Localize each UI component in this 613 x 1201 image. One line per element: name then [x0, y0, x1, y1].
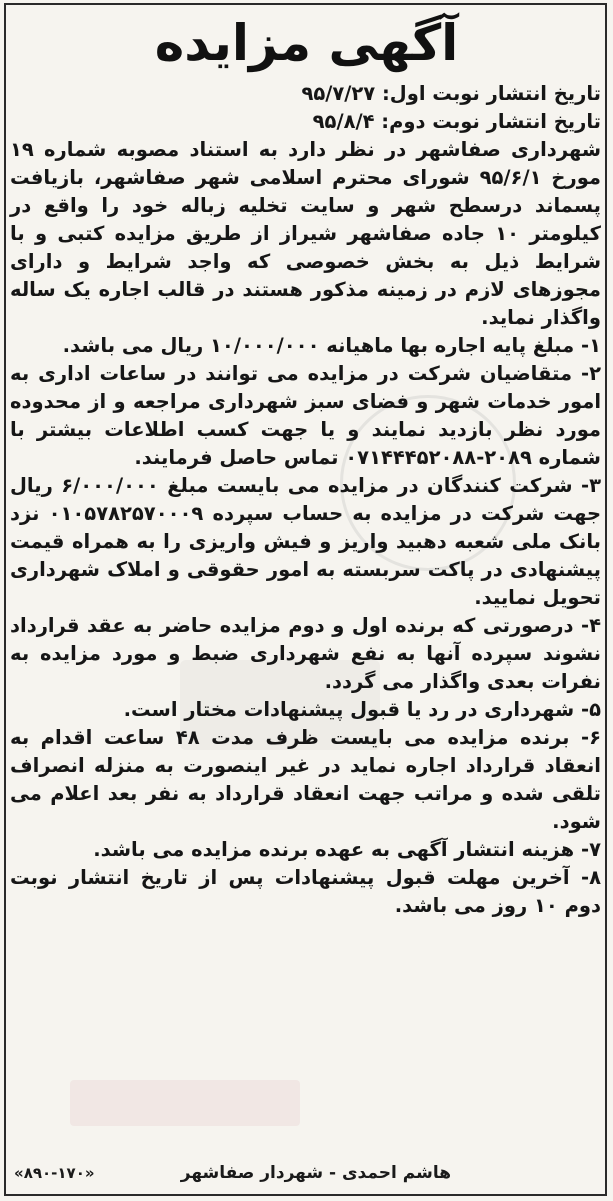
- condition-item: ۴- درصورتی که برنده اول و دوم مزایده حاضر به عقد قرارداد نشوند سپرده آنها به نفع شهرداری ضبط و مورد مزایده به نفرات بعدی واگذار می گردد.: [10, 614, 601, 693]
- condition-item: ۵- شهرداری در رد یا قبول پیشنهادات مختار است.: [123, 698, 601, 721]
- condition-item: ۸- آخرین مهلت قبول پیشنهادات پس از تاریخ انتشار نوبت دوم ۱۰ روز می باشد.: [10, 866, 601, 917]
- reference-code: «۸۹۰-۱۷۰»: [14, 1164, 95, 1182]
- notice-title: آگهی مزایده: [154, 14, 459, 72]
- notice-body: [10, 80, 601, 920]
- publish-dates: [10, 80, 601, 136]
- first-publish-date: تاریخ انتشار نوبت اول: ۹۵/۷/۲۷: [301, 82, 601, 105]
- second-publish-date: تاریخ انتشار نوبت دوم: ۹۵/۸/۴: [312, 110, 601, 133]
- condition-item: ۳- شرکت کنندگان در مزایده می بایست مبلغ ۶/۰۰۰/۰۰۰ ریال جهت شرکت در مزایده به حساب سپرده ۰۱۰۵۷۸۲۵۷۰۰۰۹ نزد بانک ملی شعبه دهبید واریز و فیش واریزی را به همراه قیمت پیشنهادی در پاکت سربسته به امور حقوقی و املاک شهرداری تحویل نمایید.: [10, 474, 601, 609]
- condition-item: ۷- هزینه انتشار آگهی به عهده برنده مزایده می باشد.: [93, 838, 601, 861]
- intro-paragraph: شهرداری صفاشهر در نظر دارد به استناد مصوبه شماره ۱۹ مورخ ۹۵/۶/۱ شورای محترم اسلامی شهر صفاشهر، بازیافت پسماند درسطح شهر و سایت تخلیه زباله خود را واقع در کیلومتر ۱۰ جاده صفاشهر شیراز از طریق مزایده کتبی و با شرایط ذیل به بخش خصوصی که واجد شرایط و دارای مجوزهای لازم در زمینه مذکور هستند در قالب اجاره یک ساله واگذار نماید.: [10, 138, 601, 329]
- signatory: هاشم احمدی - شهردار صفاشهر: [180, 1163, 451, 1183]
- condition-item: ۶- برنده مزایده می بایست ظرف مدت ۴۸ ساعت اقدام به انعقاد قرارداد اجاره نماید در غیر اینصورت به منزله انصراف تلقی شده و مراتب جهت انعقاد قرارداد به نفر بعد اعلام می شود.: [10, 726, 602, 833]
- condition-item: ۲- متقاضیان شرکت در مزایده می توانند در ساعات اداری به امور خدمات شهر و فضای سبز شهرداری مراجعه و از محدوده مورد نظر بازدید نمایند و یا جهت کسب اطلاعات بیشتر با شماره ۲۰۸۹-۰۷۱۴۴۴۵۲۰۸۸ تماس حاصل فرمایند.: [10, 362, 601, 469]
- condition-item: ۱- مبلغ پایه اجاره بها ماهیانه ۱۰/۰۰۰/۰۰۰ ریال می باشد.: [62, 334, 601, 357]
- signature-line: [10, 1158, 601, 1188]
